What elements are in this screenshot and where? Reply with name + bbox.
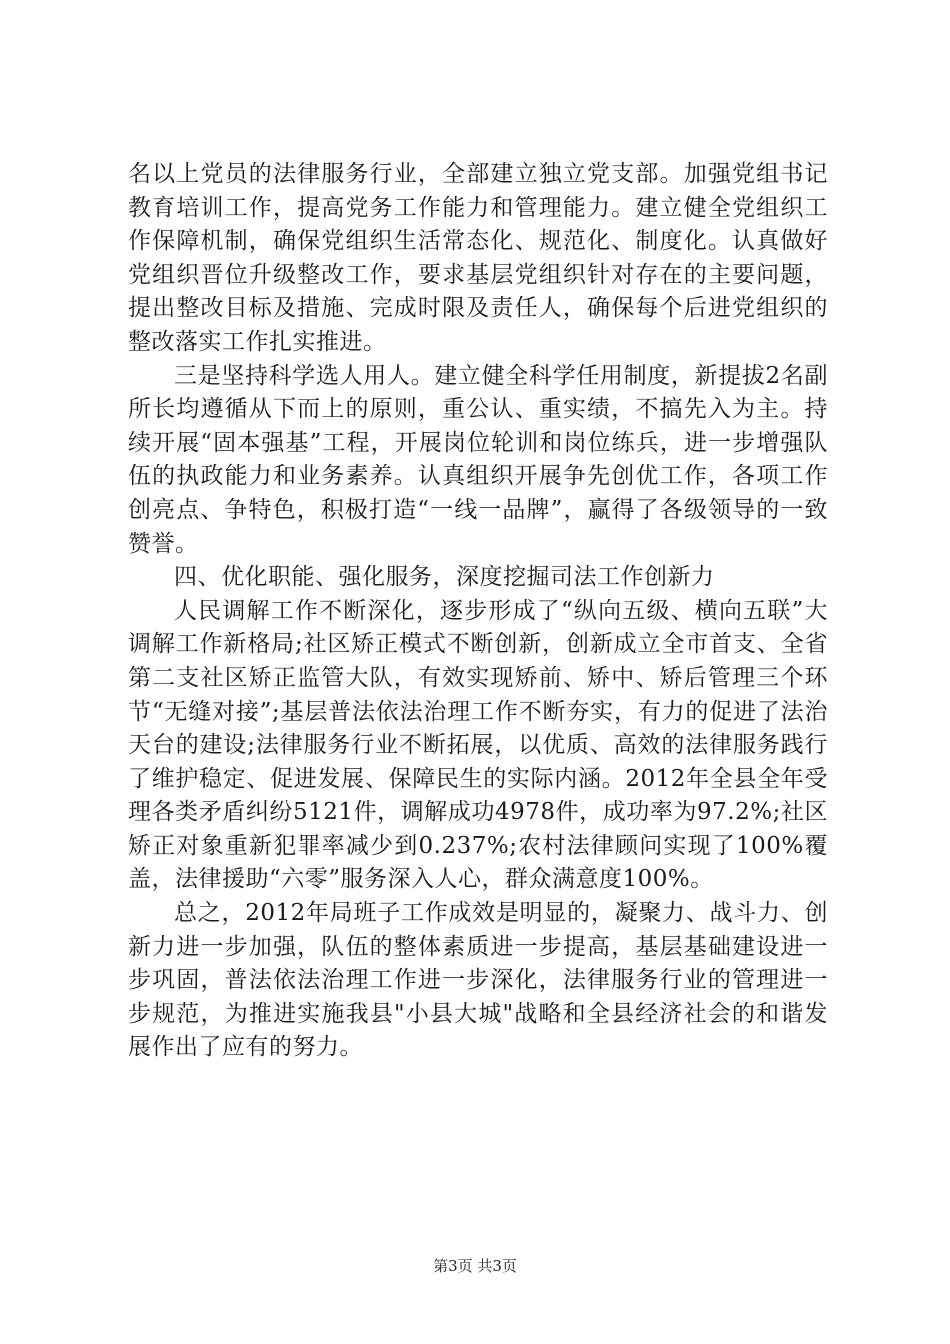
paragraph-mediation-work: 人民调解工作不断深化，逐步形成了“纵向五级、横向五联”大调解工作新格局;社区矫正模式不断创新，创新成立全市首支、全省第二支社区矫正监管大队，有效实现矫前、矫中、矫后管理三个环节“无缝对接”;基层普法依法治理工作不断夯实，有力的促进了法治天台的建设;法律服务行业不断拓展，以优质、高效的法律服务践行了维护稳定、促进发展、保障民生的实际内涵。2012年全县全年受理各类矛盾纠纷5121件，调解成功4978件，成功率为97.2%;社区矫正对象重新犯罪率减少到0.237%;农村法律顾问实现了100%覆盖，法律援助“六零”服务深入人心，群众满意度100%。 xyxy=(128,597,828,893)
paragraph-personnel-selection: 三是坚持科学选人用人。建立健全科学任用制度，新提拔2名副所长均遵循从下而上的原则，重公认、重实绩，不搞先入为主。持续开展“固本强基”工程，开展岗位轮训和岗位练兵，进一步增强队伍的执政能力和业务素养。认真组织开展争先创优工作，各项工作创亮点、争特色，积极打造“一线一品牌”，赢得了各级领导的一致赞誉。 xyxy=(128,362,828,557)
page-number-footer: 第3页 共3页 xyxy=(433,1257,517,1275)
section-heading-four: 四、优化职能、强化服务，深度挖掘司法工作创新力 xyxy=(174,564,715,591)
paragraph-summary: 总之，2012年局班子工作成效是明显的，凝聚力、战斗力、创新力进一步加强，队伍的整体素质进一步提高，基层基础建设进一步巩固，普法依法治理工作进一步深化，法律服务行业的管理进一步规范，为推进实施我县"小县大城"战略和全县经济社会的和谐发展作出了应有的努力。 xyxy=(128,900,828,1061)
document-body xyxy=(128,158,828,1065)
paragraph-party-organization: 名以上党员的法律服务行业，全部建立独立党支部。加强党组书记教育培训工作，提高党务工作能力和管理能力。建立健全党组织工作保障机制，确保党组织生活常态化、规范化、制度化。认真做好党组织晋位升级整改工作，要求基层党组织针对存在的主要问题，提出整改目标及措施、完成时限及责任人，确保每个后进党组织的整改落实工作扎实推进。 xyxy=(128,161,828,355)
